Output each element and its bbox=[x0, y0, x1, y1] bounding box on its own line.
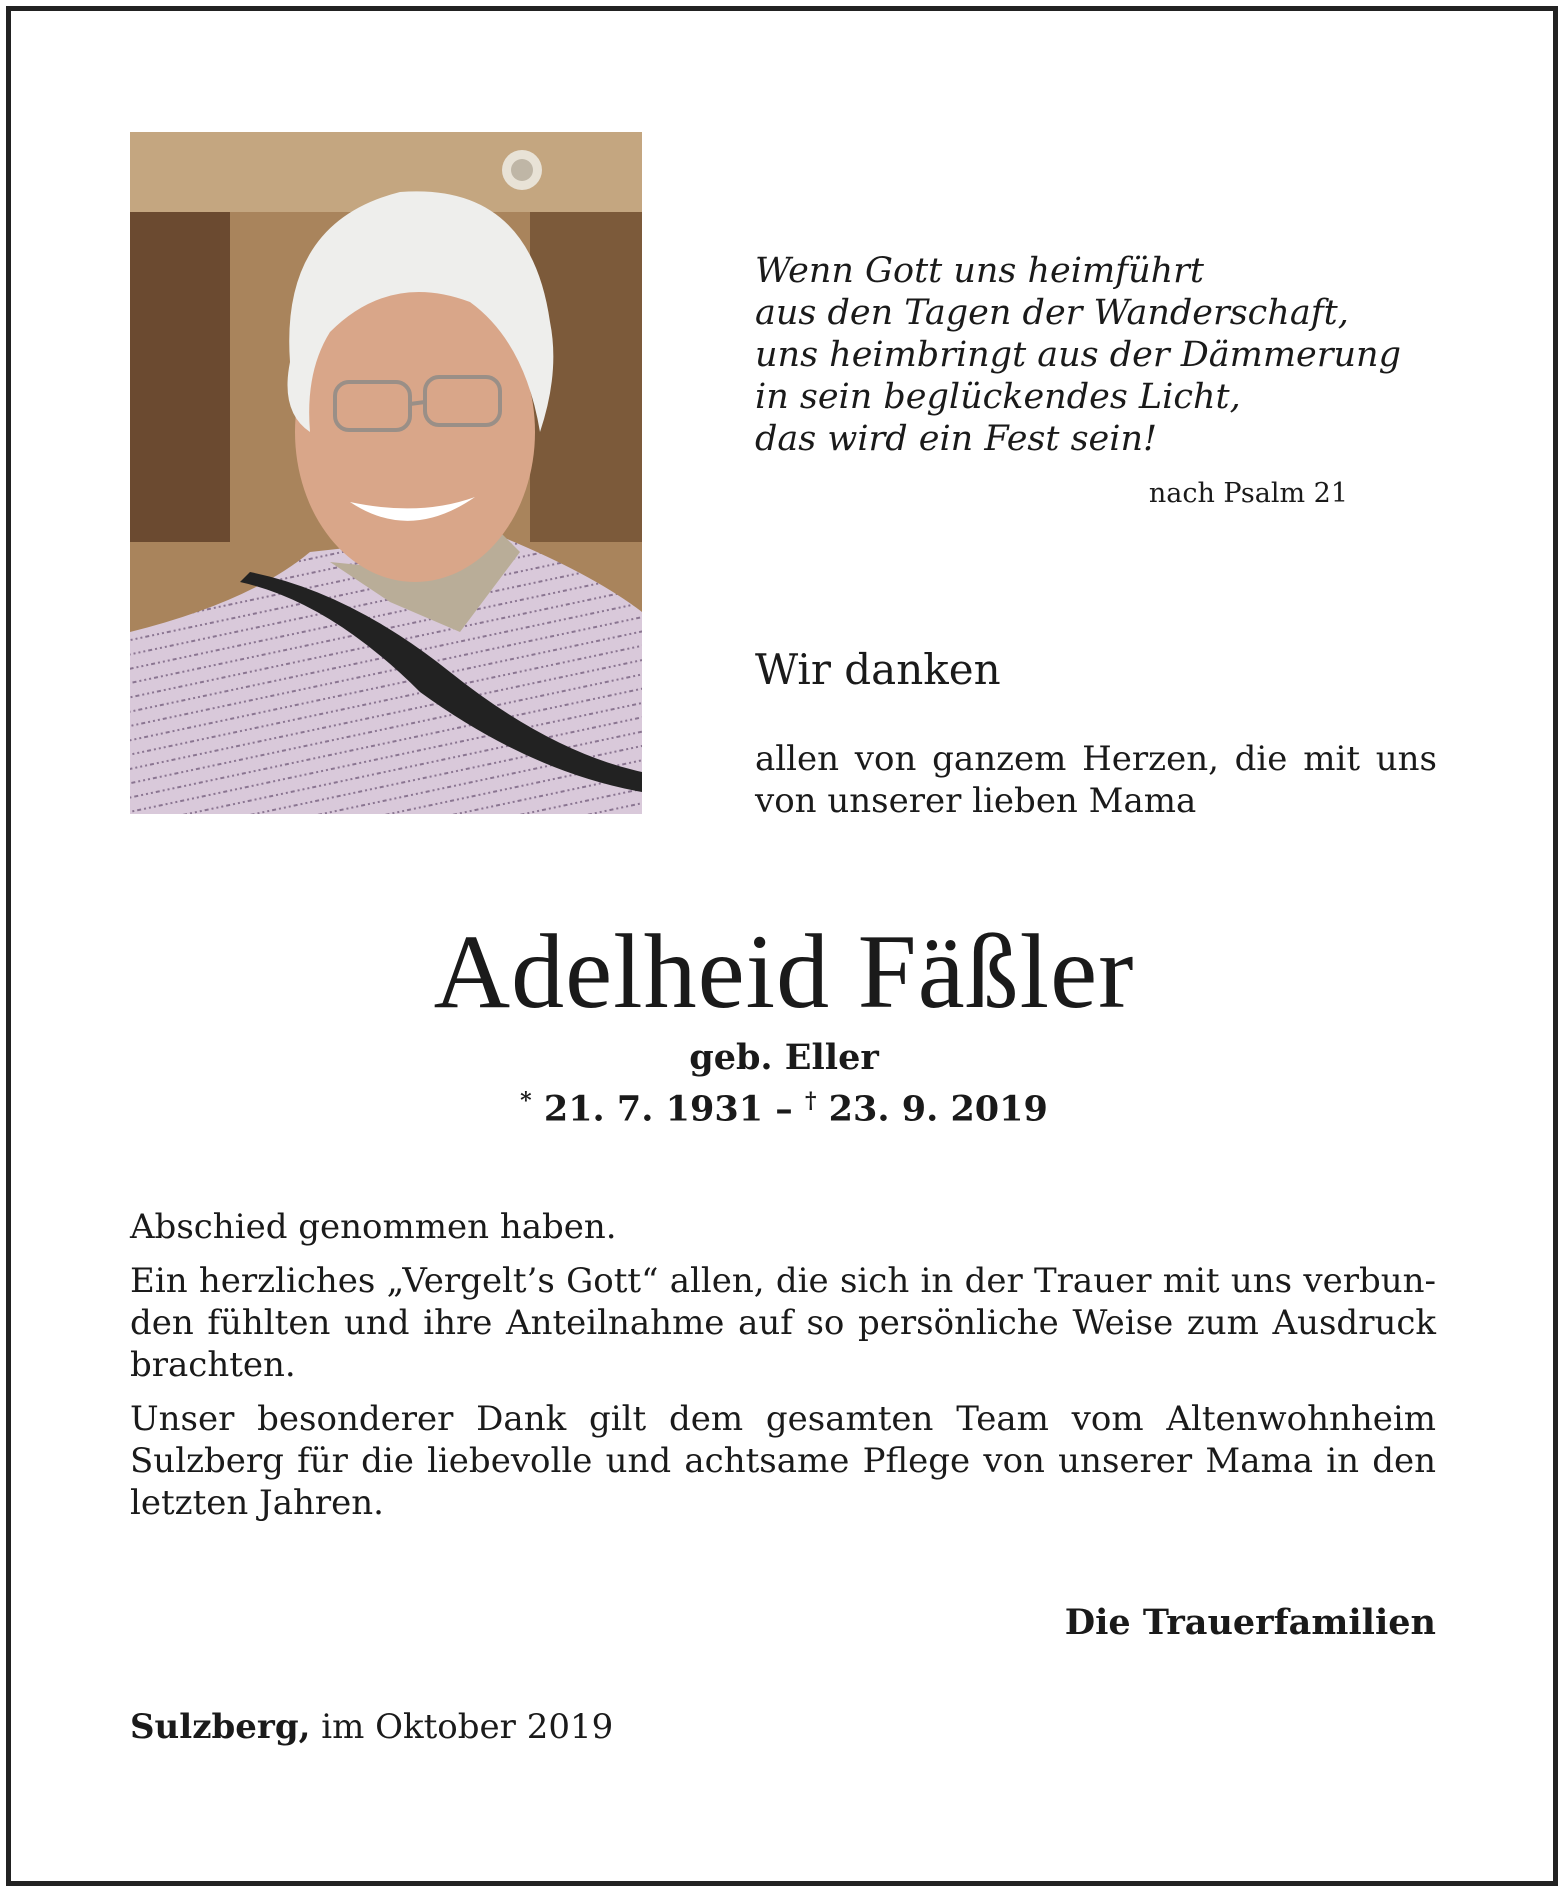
text-line: Abschied genommen haben. bbox=[130, 1207, 617, 1247]
portrait-photo bbox=[130, 132, 642, 814]
poem-line: uns heimbringt aus der Dämmerung bbox=[755, 335, 1401, 375]
poem-line: aus den Tagen der Wanderschaft, bbox=[755, 293, 1349, 333]
poem-source: nach Psalm 21 bbox=[1148, 478, 1348, 509]
signature: Die Trauerfamilien bbox=[1064, 1602, 1436, 1643]
paragraph-gratitude bbox=[130, 1260, 1436, 1386]
birth-date: 21. 7. 1931 bbox=[543, 1088, 764, 1130]
intro-line: allen von ganzem Herzen, die mit uns bbox=[755, 739, 1437, 779]
paragraph-care-team bbox=[130, 1398, 1436, 1524]
text-line: brachten. bbox=[130, 1345, 296, 1385]
text-line: Sulzberg für die liebevolle und achtsame Pflege von unserer Mama in den bbox=[130, 1441, 1436, 1481]
deceased-name: Adelheid Fäßler bbox=[433, 913, 1135, 1030]
place-date-text: im Oktober 2019 bbox=[321, 1707, 614, 1747]
poem-line: Wenn Gott uns heimführt bbox=[755, 251, 1204, 291]
thanks-body bbox=[130, 1206, 1436, 1536]
death-date: 23. 9. 2019 bbox=[828, 1088, 1048, 1130]
place-date bbox=[130, 1706, 613, 1748]
text-line: den fühlten und ihre Anteilnahme auf so persönliche Weise zum Ausdruck bbox=[130, 1303, 1436, 1343]
thanks-heading: Wir danken bbox=[755, 645, 1001, 694]
place-town: Sulzberg, bbox=[130, 1707, 311, 1747]
poem-verse bbox=[755, 250, 1401, 460]
text-line: Unser besonderer Dank gilt dem gesamten Team vom Altenwohnheim bbox=[130, 1399, 1436, 1439]
intro-line: von unserer lieben Mama bbox=[755, 781, 1197, 821]
text-line: Ein herzliches „Vergelt’s Gott“ allen, die sich in der Trauer mit uns verbun- bbox=[130, 1261, 1436, 1301]
death-symbol: † bbox=[804, 1088, 817, 1114]
life-dates bbox=[0, 1080, 1568, 1131]
birth-name: geb. Eller bbox=[689, 1037, 879, 1078]
paragraph-farewell bbox=[130, 1206, 1436, 1248]
poem-line: in sein beglückendes Licht, bbox=[755, 377, 1241, 417]
text-line: letzten Jahren. bbox=[130, 1483, 384, 1523]
poem-line: das wird ein Fest sein! bbox=[755, 419, 1158, 459]
birth-symbol: * bbox=[520, 1088, 532, 1114]
date-separator: – bbox=[775, 1088, 793, 1130]
thanks-intro bbox=[755, 738, 1437, 822]
